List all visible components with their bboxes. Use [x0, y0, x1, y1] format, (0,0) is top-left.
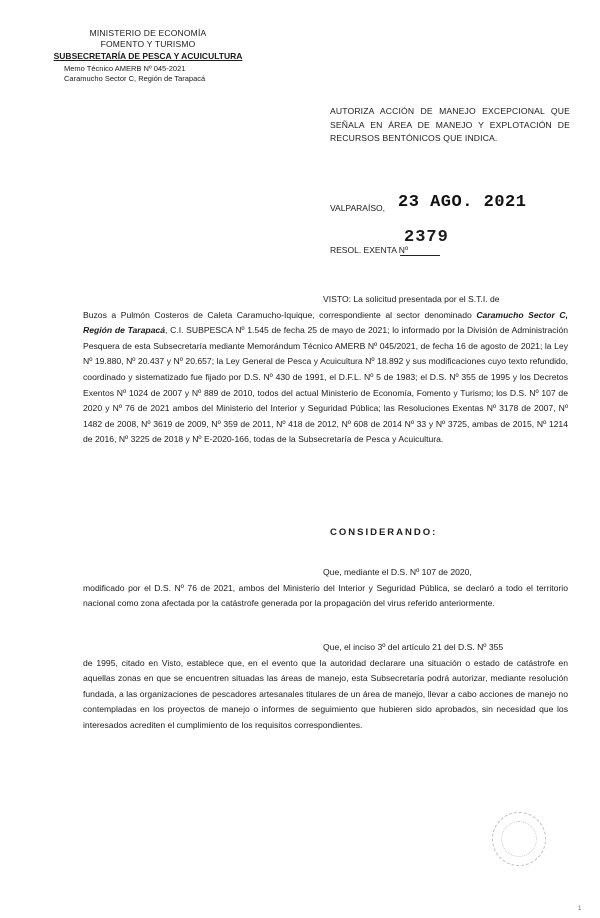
letterhead	[48, 28, 248, 84]
considerando-1-text: modificado por el D.S. Nº 76 de 2021, ambos del Ministerio del Interior y Seguridad Pública, se declaró a todo el territorio nacional como zona afectada por la catástrofe generada por la propagación del virus referido anteriormente.	[83, 582, 568, 609]
considerando-2-text: de 1995, citado en Visto, establece que, en el evento que la autoridad declarare una situación o estado de catástrofe en aquellas zonas en que se encuentren situadas las áreas de manejo, esta Subsecretaría podrá autorizar, mediante resolución fundada, a las organizaciones de pescadores artesanales titulares de un área de manejo, llevar a cabo acciones de manejo no contempladas en los proyectos de manejo o informes de seguimiento que hubieren sido aprobados, sin necesidad que los interesados acrediten el cumplimiento de los requisitos correspondientes.	[83, 657, 568, 730]
considerando-paragraph-2	[83, 640, 568, 734]
visto-sector-name: Caramucho Sector C, Región de Tarapacá	[83, 309, 568, 336]
memo-reference: Memo Técnico AMERB Nº 045-2021	[64, 64, 186, 73]
page-mark: 1	[578, 906, 582, 912]
ministry-subtitle: FOMENTO Y TURISMO	[100, 39, 196, 49]
place-date	[330, 193, 570, 225]
visto-text-post: , C.I. SUBPESCA Nº 1.545 de fecha 25 de mayo de 2021; lo informado por la División de Administración Pesquera de esta Subsecretaría mediante Memorándum Técnico AMERB Nº 045/2021, de fecha 16 de agosto de 2021; la Ley Nº 19.880, Nº 20.437 y Nº 20.657; la Ley General de Pesca y Acuicultura Nº 18.892 y sus modificaciones cuyo texto refundido, coordinado y sistematizado fue fijado por D.S. Nº 430 de 1991, el D.F.L. Nº 5 de 1983; el D.S. Nº 355 de 1995 y los Decretos Exentos Nº 1024 de 2007 y Nº 889 de 2010, todos del actual Ministerio de Economía, Fomento y Turismo; los D.S. Nº 107 de 2020 y Nº 76 de 2021 ambos del Ministerio del Interior y Seguridad Pública; las Resoluciones Exentas Nº 3178 de 2007, Nº 1482 de 2008, Nº 3619 de 2009, Nº 359 de 2011, Nº 418 de 2012, Nº 608 de 2014 Nº 33 y Nº 3725, ambas de 2015, Nº 1214 de 2016, Nº 3225 de 2018 y Nº E-2020-166, todas de la Subsecretaría de Pesca y Acuicultura.	[83, 325, 568, 445]
undersecretariat-name: SUBSECRETARÍA DE PESCA Y ACUICULTURA	[53, 51, 243, 61]
resolution-number: 2379	[404, 228, 449, 247]
place-label: VALPARAÍSO,	[330, 203, 385, 213]
resolution-subject: AUTORIZA ACCIÓN DE MANEJO EXCEPCIONAL QUE SEÑALA EN ÁREA DE MANEJO Y EXPLOTACIÓN DE RECURSOS BENTÓNICOS QUE INDICA.	[330, 106, 570, 143]
visto-paragraph	[83, 292, 568, 448]
sector-reference: Caramucho Sector C, Región de Tarapacá	[64, 74, 206, 83]
considerando-heading: CONSIDERANDO:	[330, 527, 438, 538]
ministry-name: MINISTERIO DE ECONOMÍA	[89, 28, 207, 38]
resolution-underline	[400, 255, 440, 256]
visto-text-pre: Buzos a Pulmón Costeros de Caleta Caramucho-Iquique, correspondiente al sector denominado	[83, 309, 477, 320]
resolution-number-block	[330, 228, 570, 262]
date-stamp: 23 AGO. 2021	[398, 193, 527, 212]
considerando-2-lead: Que, el inciso 3º del artículo 21 del D.S. Nº 355	[323, 642, 504, 652]
considerando-paragraph-1	[83, 565, 568, 612]
visto-lead: VISTO: La solicitud presentada por el S.T.I. de	[323, 294, 500, 304]
resolution-label: RESOL. EXENTA Nº	[330, 245, 409, 255]
considerando-1-lead: Que, mediante el D.S. Nº 107 de 2020,	[323, 567, 472, 577]
official-seal-stamp	[492, 812, 546, 866]
